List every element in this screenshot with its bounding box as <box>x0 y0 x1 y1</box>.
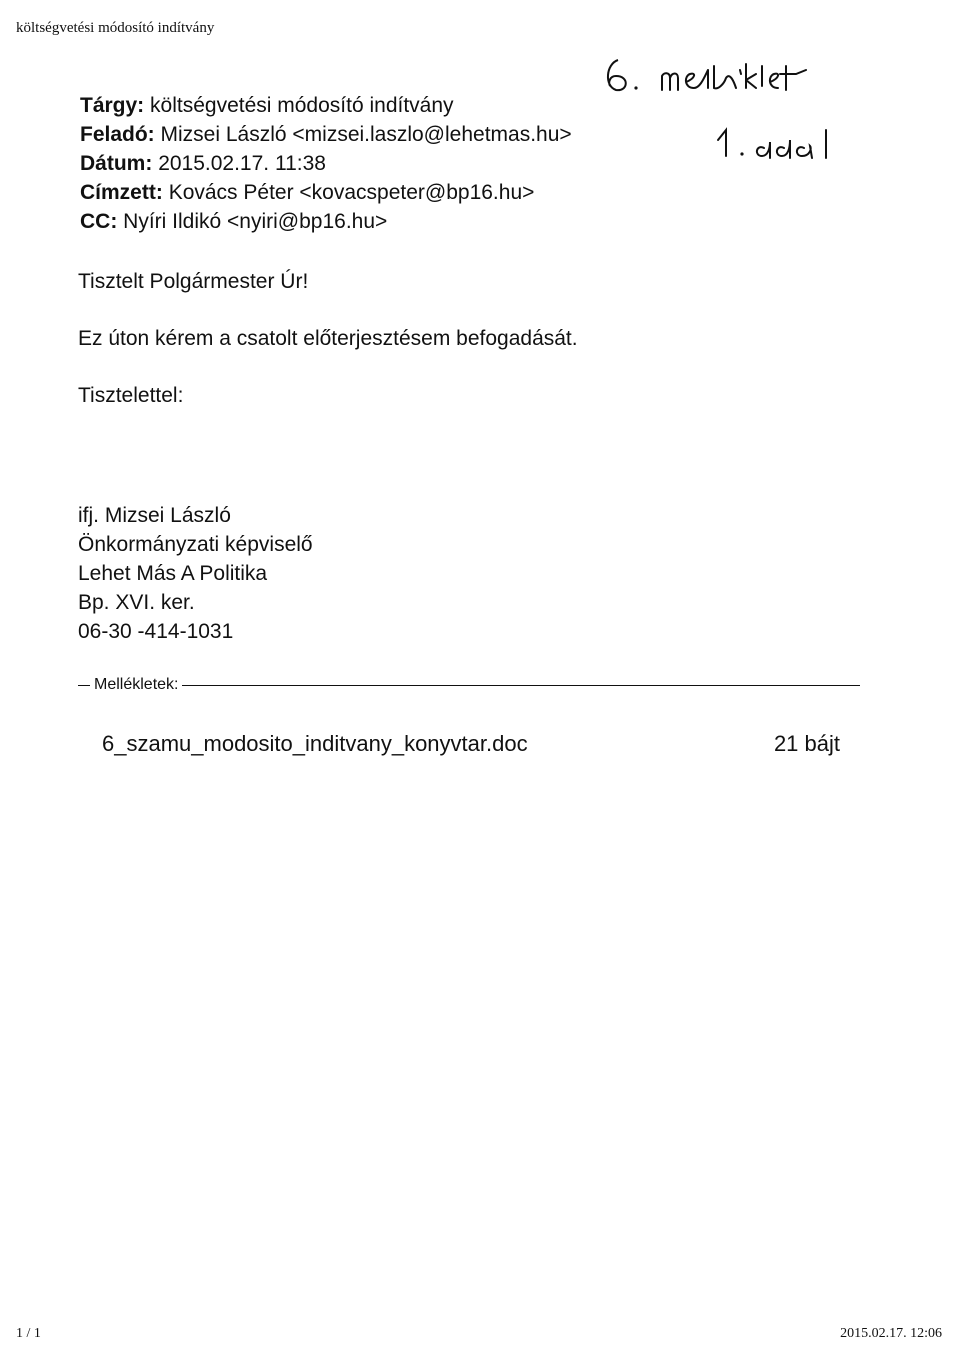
date-value: 2015.02.17. 11:38 <box>158 152 326 175</box>
signature-block <box>78 501 313 646</box>
attachment-filename[interactable]: 6_szamu_modosito_inditvany_konyvtar.doc <box>102 731 528 756</box>
attachment-size: 21 bájt <box>773 731 840 756</box>
handwritten-annotation <box>600 48 900 178</box>
cc-row <box>80 207 572 236</box>
signature-role: Önkormányzati képviselő <box>78 533 313 556</box>
date-label: Dátum: <box>80 152 153 175</box>
to-row <box>80 178 572 207</box>
cc-label: CC: <box>80 210 118 233</box>
print-timestamp: 2015.02.17. 12:06 <box>840 1326 942 1341</box>
from-row <box>80 120 572 149</box>
subject-label: Tárgy: <box>80 94 145 117</box>
subject-value: költségvetési módosító indítvány <box>150 94 454 117</box>
separator-dash <box>78 685 90 686</box>
handwritten-annotation-graphic <box>600 48 900 178</box>
from-value: Mizsei László <mizsei.laszlo@lehetmas.hu> <box>160 123 572 146</box>
subject-row <box>80 91 572 120</box>
print-header-title: költségvetési módosító indítvány <box>16 20 215 36</box>
closing: Tisztelettel: <box>78 384 184 407</box>
from-label: Feladó: <box>80 123 155 146</box>
signature-phone: 06-30 -414-1031 <box>78 620 234 643</box>
attachment-item[interactable] <box>102 731 840 757</box>
attachments-separator <box>78 676 860 694</box>
signature-party: Lehet Más A Politika <box>78 562 268 585</box>
email-headers <box>80 91 572 236</box>
separator-rule <box>182 685 860 686</box>
to-label: Címzett: <box>80 181 163 204</box>
date-row <box>80 149 572 178</box>
page-number: 1 / 1 <box>16 1326 41 1341</box>
signature-name: ifj. Mizsei László <box>78 504 231 527</box>
attachments-label: Mellékletek: <box>94 676 179 693</box>
signature-district: Bp. XVI. ker. <box>78 591 195 614</box>
cc-value: Nyíri Ildikó <nyiri@bp16.hu> <box>123 210 388 233</box>
greeting: Tisztelt Polgármester Úr! <box>78 270 309 293</box>
to-value: Kovács Péter <kovacspeter@bp16.hu> <box>168 181 535 204</box>
message-body: Ez úton kérem a csatolt előterjesztésem befogadását. <box>78 327 578 350</box>
